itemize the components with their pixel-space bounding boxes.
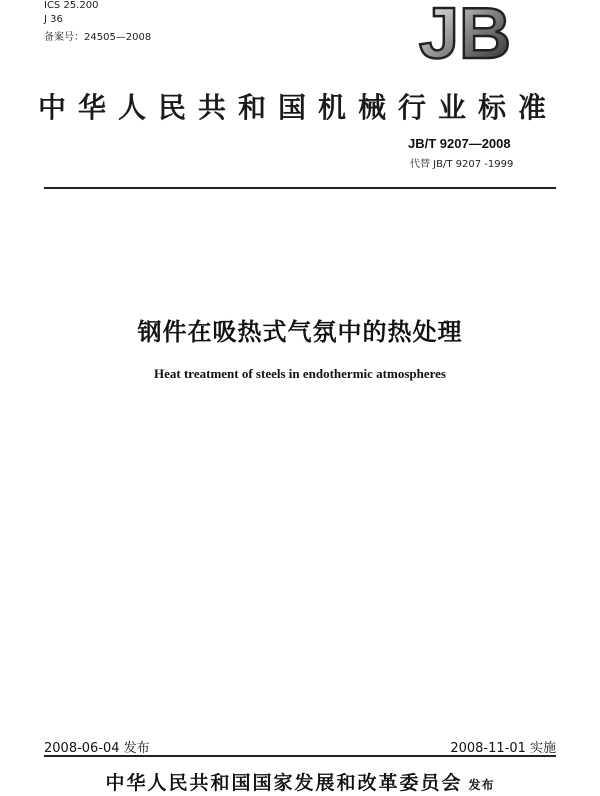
bottom-divider [44,755,556,757]
top-divider [44,187,556,189]
publish-label: 发布 [468,778,495,792]
effective-date: 2008-11-01 实施 [450,741,556,756]
publisher-name: 中华人民共和国国家发展和改革委员会 [105,772,463,794]
jb-logo [405,0,525,62]
classification-code: J 36 [44,14,63,25]
publisher [0,768,600,795]
ics-code: ICS 25.200 [44,0,99,11]
standard-number: JB/T 9207—2008 [408,136,511,151]
record-number: 备案号：24505—2008 [44,32,152,43]
jb-logo-text: JB [418,0,512,62]
document-title-chinese: 钢件在吸热式气氛中的热处理 [137,318,463,346]
standard-category-title: 中华人民共和国机械行业标准 [38,91,559,124]
document-title-english: Heat treatment of steels in endothermic atmospheres [154,366,446,381]
publish-date: 2008-06-04 发布 [44,741,150,756]
replaces-standard: 代替 JB/T 9207 -1999 [410,159,514,170]
